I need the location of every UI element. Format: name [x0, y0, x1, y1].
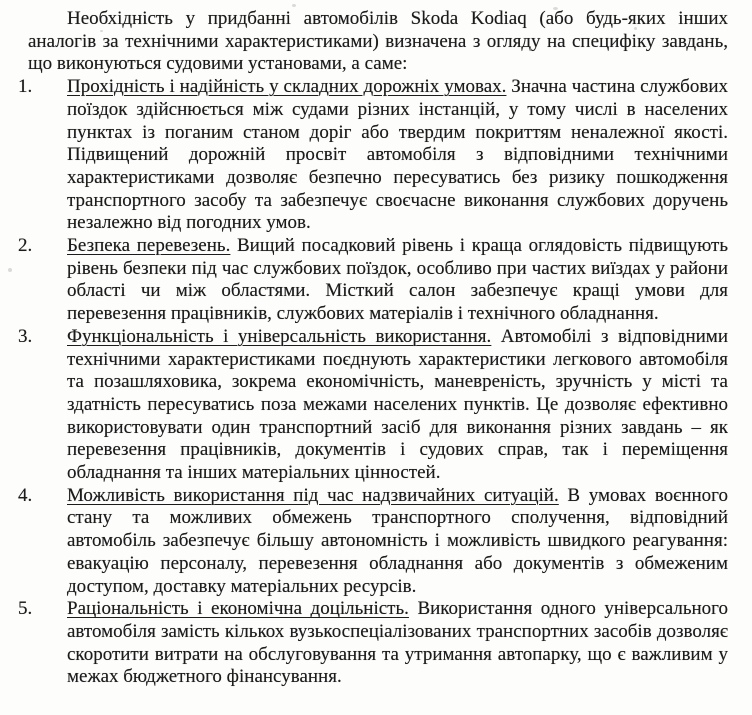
list-item-5 — [18, 598, 728, 689]
list-item-4 — [18, 485, 728, 599]
list-item-heading: Можливість використання під час надзвичайних ситуацій. — [67, 484, 559, 506]
list-item-2 — [18, 235, 728, 326]
list-item-number: 4. — [18, 484, 33, 506]
scan-artifact — [634, 27, 637, 30]
intro-paragraph: Необхідність у придбанні автомобілів Skoda Kodiaq (або будь-яких інших аналогів за технічними характеристиками) визначена з огляду на специфіку завдань, що виконуються судовими установами, а саме: — [28, 8, 728, 75]
list-item-text — [67, 326, 728, 485]
list-item-3 — [18, 326, 728, 485]
list-item-number: 2. — [18, 235, 33, 257]
list-item-text — [67, 485, 728, 599]
reasons-list — [0, 76, 752, 689]
list-item-body: Значна частина службових поїздок здійснюється між судами різних інстанцій, у тому числі в населених пунктах із поганим станом доріг або твердим покриттям неналежної якості. Підвищений дорожній просвіт автомобіля з відповідними технічними характеристиками дозволяє безпечно пересуватись без ризику пошкодження транспортного засобу та забезпечує своєчасне виконання службових доручень незалежно від погодних умов. — [67, 76, 728, 234]
list-item-heading: Функціональність і універсальність використання. — [67, 325, 492, 347]
list-item-body: Використання одного універсального автомобіля замість кількох вузькоспеціалізованих транспортних засобів дозволяє скоротити витрати на обслуговування та утримання автопарку, що є важливим у межах бюджетного фінансування. — [67, 598, 728, 688]
scan-artifact — [8, 268, 12, 272]
scan-artifact — [100, 30, 103, 32]
list-item-number: 5. — [18, 598, 33, 620]
list-item-heading: Прохідність і надійність у складних дорожніх умовах. — [67, 76, 507, 98]
scan-artifact — [553, 7, 558, 10]
list-item-number: 3. — [18, 325, 33, 347]
list-item-heading: Раціональність і економічна доцільність. — [67, 598, 409, 620]
scan-artifact — [292, 4, 296, 7]
list-item-text — [67, 235, 728, 326]
list-item-text — [67, 76, 728, 235]
list-item-body: Вищий посадковий рівень і краща оглядовість підвищують рівень безпеки під час службових поїздок, особливо при частих виїздах у райони області чи між областями. Місткий салон забезпечує кращі умови для перевезення працівників, службових матеріалів і технічного обладнання. — [67, 235, 728, 325]
list-item-text — [67, 598, 728, 689]
list-item-number: 1. — [18, 76, 33, 98]
list-item-body: Автомобілі з відповідними технічними характеристиками поєднують характеристики легкового автомобіля та позашляховика, зокрема економічність, маневреність, зручність у місті та здатність пересуватись поза межами населених пунктів. Це дозволяє ефективно використовувати один транспортний засіб для виконання різних завдань – як перевезення працівників, документів і судових справ, так і переміщення обладнання та інших матеріальних цінностей. — [67, 325, 728, 484]
list-item-body: В умовах воєнного стану та можливих обмежень транспортного сполучення, відповідний автомобіль забезпечує більшу автономність і можливість швидкого реагування: евакуацію персоналу, перевезення обладнання або документів з обмеженим доступом, доставку матеріальних ресурсів. — [67, 484, 728, 597]
list-item-1 — [18, 76, 728, 235]
list-item-heading: Безпека перевезень. — [67, 235, 231, 257]
